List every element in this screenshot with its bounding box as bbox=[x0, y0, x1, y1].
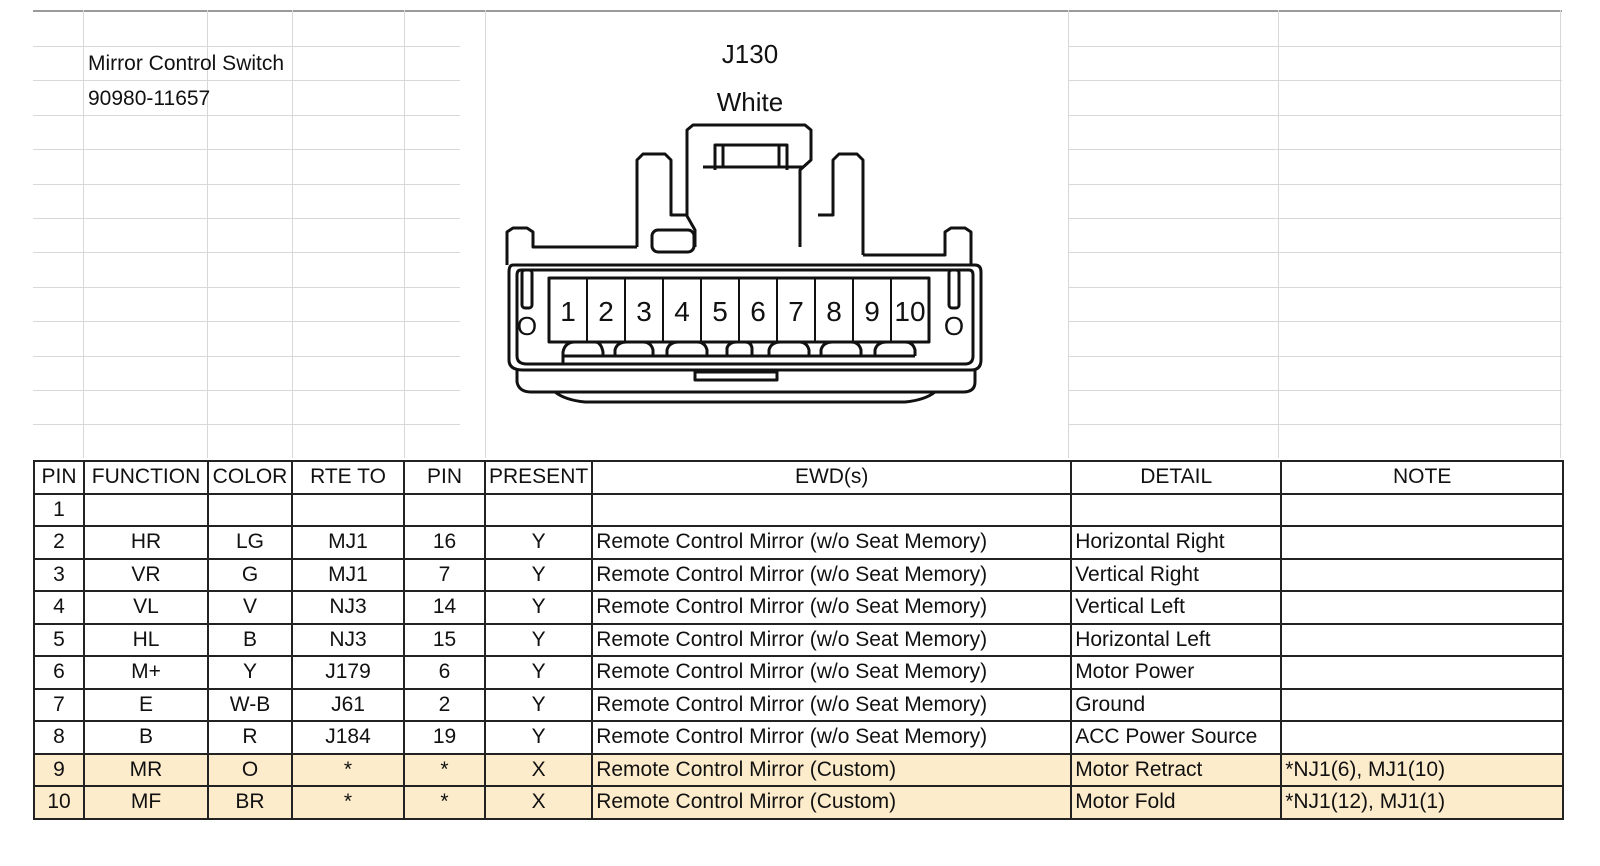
column-header: PIN bbox=[404, 461, 485, 494]
connector-pin-label: 10 bbox=[894, 296, 926, 327]
function-cell: HR bbox=[84, 526, 208, 559]
pin-cell: 2 bbox=[34, 526, 84, 559]
column-header: FUNCTION bbox=[84, 461, 208, 494]
present-cell: Y bbox=[485, 721, 592, 754]
connector-pin-label: 5 bbox=[712, 296, 728, 327]
detail-cell: Horizontal Left bbox=[1071, 624, 1281, 657]
detail-cell: Vertical Right bbox=[1071, 559, 1281, 592]
detail-cell: Motor Fold bbox=[1071, 786, 1281, 819]
connector-pin-label: 4 bbox=[674, 296, 690, 327]
note-cell: *NJ1(12), MJ1(1) bbox=[1281, 786, 1563, 819]
connector-pin-label: 8 bbox=[826, 296, 842, 327]
connector-pin-label: 2 bbox=[598, 296, 614, 327]
grid-row-line bbox=[33, 321, 460, 322]
grid-row-line bbox=[33, 287, 460, 288]
pin-cell: 8 bbox=[34, 721, 84, 754]
ewd-cell: Remote Control Mirror (w/o Seat Memory) bbox=[592, 656, 1071, 689]
color-cell: B bbox=[208, 624, 292, 657]
connector-pin-label: 9 bbox=[864, 296, 880, 327]
route-pin-cell bbox=[404, 494, 485, 527]
route-pin-cell: 16 bbox=[404, 526, 485, 559]
column-header: NOTE bbox=[1281, 461, 1563, 494]
ewd-cell: Remote Control Mirror (w/o Seat Memory) bbox=[592, 526, 1071, 559]
grid-row-line bbox=[33, 149, 460, 150]
grid-row-line bbox=[1068, 356, 1562, 357]
table-header-row bbox=[34, 461, 1563, 494]
detail-cell: Motor Retract bbox=[1071, 754, 1281, 787]
grid-row-line bbox=[1068, 184, 1562, 185]
grid-row-line bbox=[1068, 218, 1562, 219]
table-row bbox=[34, 591, 1563, 624]
route-to-cell: J184 bbox=[292, 721, 404, 754]
function-cell: MR bbox=[84, 754, 208, 787]
color-cell: O bbox=[208, 754, 292, 787]
grid-row-line bbox=[33, 356, 460, 357]
color-cell: W-B bbox=[208, 689, 292, 722]
table-row bbox=[34, 721, 1563, 754]
grid-row-line bbox=[1068, 390, 1562, 391]
connector-diagram bbox=[505, 120, 995, 420]
route-to-cell: * bbox=[292, 754, 404, 787]
ewd-cell: Remote Control Mirror (w/o Seat Memory) bbox=[592, 624, 1071, 657]
color-cell: Y bbox=[208, 656, 292, 689]
connector-pin-label: 6 bbox=[750, 296, 766, 327]
pin-cell: 5 bbox=[34, 624, 84, 657]
color-cell: R bbox=[208, 721, 292, 754]
present-cell: Y bbox=[485, 526, 592, 559]
function-cell: VR bbox=[84, 559, 208, 592]
route-pin-cell: 15 bbox=[404, 624, 485, 657]
grid-row-line bbox=[33, 115, 460, 116]
route-pin-cell: 2 bbox=[404, 689, 485, 722]
route-to-cell: MJ1 bbox=[292, 559, 404, 592]
color-cell bbox=[208, 494, 292, 527]
function-cell bbox=[84, 494, 208, 527]
grid-row-line bbox=[33, 390, 460, 391]
note-cell bbox=[1281, 559, 1563, 592]
grid-row-line bbox=[1068, 252, 1562, 253]
ewd-cell: Remote Control Mirror (w/o Seat Memory) bbox=[592, 559, 1071, 592]
route-pin-cell: * bbox=[404, 786, 485, 819]
ewd-cell: Remote Control Mirror (w/o Seat Memory) bbox=[592, 591, 1071, 624]
grid-row-line bbox=[1068, 321, 1562, 322]
pin-cell: 1 bbox=[34, 494, 84, 527]
route-pin-cell: 14 bbox=[404, 591, 485, 624]
pin-cell: 9 bbox=[34, 754, 84, 787]
present-cell bbox=[485, 494, 592, 527]
detail-cell: Ground bbox=[1071, 689, 1281, 722]
route-to-cell: J61 bbox=[292, 689, 404, 722]
present-cell: X bbox=[485, 786, 592, 819]
note-cell bbox=[1281, 689, 1563, 722]
connector-color: White bbox=[716, 87, 784, 117]
note-cell bbox=[1281, 591, 1563, 624]
present-cell: Y bbox=[485, 656, 592, 689]
note-cell bbox=[1281, 494, 1563, 527]
table-row bbox=[34, 786, 1563, 819]
table-row bbox=[34, 754, 1563, 787]
function-cell: HL bbox=[84, 624, 208, 657]
function-cell: B bbox=[84, 721, 208, 754]
ewd-cell bbox=[592, 494, 1071, 527]
color-cell: LG bbox=[208, 526, 292, 559]
function-cell: E bbox=[84, 689, 208, 722]
grid-row-line bbox=[33, 46, 460, 47]
note-cell bbox=[1281, 656, 1563, 689]
route-pin-cell: 6 bbox=[404, 656, 485, 689]
ewd-cell: Remote Control Mirror (Custom) bbox=[592, 786, 1071, 819]
note-cell bbox=[1281, 721, 1563, 754]
table-row bbox=[34, 689, 1563, 722]
pinout-table bbox=[33, 460, 1564, 820]
column-header: PRESENT bbox=[485, 461, 592, 494]
connector-pin-label: 7 bbox=[788, 296, 804, 327]
color-cell: V bbox=[208, 591, 292, 624]
function-cell: M+ bbox=[84, 656, 208, 689]
grid-row-line bbox=[33, 218, 460, 219]
ewd-cell: Remote Control Mirror (w/o Seat Memory) bbox=[592, 721, 1071, 754]
pin-cell: 7 bbox=[34, 689, 84, 722]
present-cell: Y bbox=[485, 624, 592, 657]
grid-row-line bbox=[33, 80, 460, 81]
note-cell bbox=[1281, 624, 1563, 657]
grid-row-line bbox=[33, 184, 460, 185]
pin-cell: 4 bbox=[34, 591, 84, 624]
table-row bbox=[34, 559, 1563, 592]
connector-pin-label: 1 bbox=[560, 296, 576, 327]
note-cell: *NJ1(6), MJ1(10) bbox=[1281, 754, 1563, 787]
grid-row-line bbox=[1068, 115, 1562, 116]
part-number: 90980-11657 bbox=[88, 87, 211, 110]
present-cell: X bbox=[485, 754, 592, 787]
table-row bbox=[34, 526, 1563, 559]
route-pin-cell: 7 bbox=[404, 559, 485, 592]
ewd-cell: Remote Control Mirror (Custom) bbox=[592, 754, 1071, 787]
pin-cell: 10 bbox=[34, 786, 84, 819]
note-cell bbox=[1281, 526, 1563, 559]
present-cell: Y bbox=[485, 689, 592, 722]
detail-cell: Vertical Left bbox=[1071, 591, 1281, 624]
column-header: DETAIL bbox=[1071, 461, 1281, 494]
connector-pin-label: 3 bbox=[636, 296, 652, 327]
detail-cell: Motor Power bbox=[1071, 656, 1281, 689]
grid-column-line bbox=[485, 10, 486, 458]
detail-cell: Horizontal Right bbox=[1071, 526, 1281, 559]
route-to-cell: J179 bbox=[292, 656, 404, 689]
pin-cell: 6 bbox=[34, 656, 84, 689]
route-to-cell: NJ3 bbox=[292, 624, 404, 657]
column-header: PIN bbox=[34, 461, 84, 494]
grid-row-line bbox=[1068, 80, 1562, 81]
present-cell: Y bbox=[485, 591, 592, 624]
route-to-cell: NJ3 bbox=[292, 591, 404, 624]
route-pin-cell: 19 bbox=[404, 721, 485, 754]
column-header: RTE TO bbox=[292, 461, 404, 494]
color-cell: G bbox=[208, 559, 292, 592]
table-row bbox=[34, 624, 1563, 657]
route-to-cell bbox=[292, 494, 404, 527]
function-cell: VL bbox=[84, 591, 208, 624]
grid-row-line bbox=[1068, 424, 1562, 425]
grid-row-line bbox=[1068, 46, 1562, 47]
detail-cell bbox=[1071, 494, 1281, 527]
present-cell: Y bbox=[485, 559, 592, 592]
connector-left-mark: O bbox=[516, 311, 538, 341]
route-pin-cell: * bbox=[404, 754, 485, 787]
grid-row-line bbox=[33, 424, 460, 425]
grid-row-line bbox=[33, 252, 460, 253]
connector-right-mark: O bbox=[943, 311, 965, 341]
detail-cell: ACC Power Source bbox=[1071, 721, 1281, 754]
color-cell: BR bbox=[208, 786, 292, 819]
column-header: EWD(s) bbox=[592, 461, 1071, 494]
part-name: Mirror Control Switch bbox=[88, 52, 285, 75]
column-header: COLOR bbox=[208, 461, 292, 494]
grid-row-line bbox=[1068, 149, 1562, 150]
connector-id: J130 bbox=[721, 39, 779, 69]
grid-row-line bbox=[1068, 287, 1562, 288]
route-to-cell: * bbox=[292, 786, 404, 819]
ewd-cell: Remote Control Mirror (w/o Seat Memory) bbox=[592, 689, 1071, 722]
pin-cell: 3 bbox=[34, 559, 84, 592]
table-row bbox=[34, 656, 1563, 689]
route-to-cell: MJ1 bbox=[292, 526, 404, 559]
table-row bbox=[34, 494, 1563, 527]
function-cell: MF bbox=[84, 786, 208, 819]
